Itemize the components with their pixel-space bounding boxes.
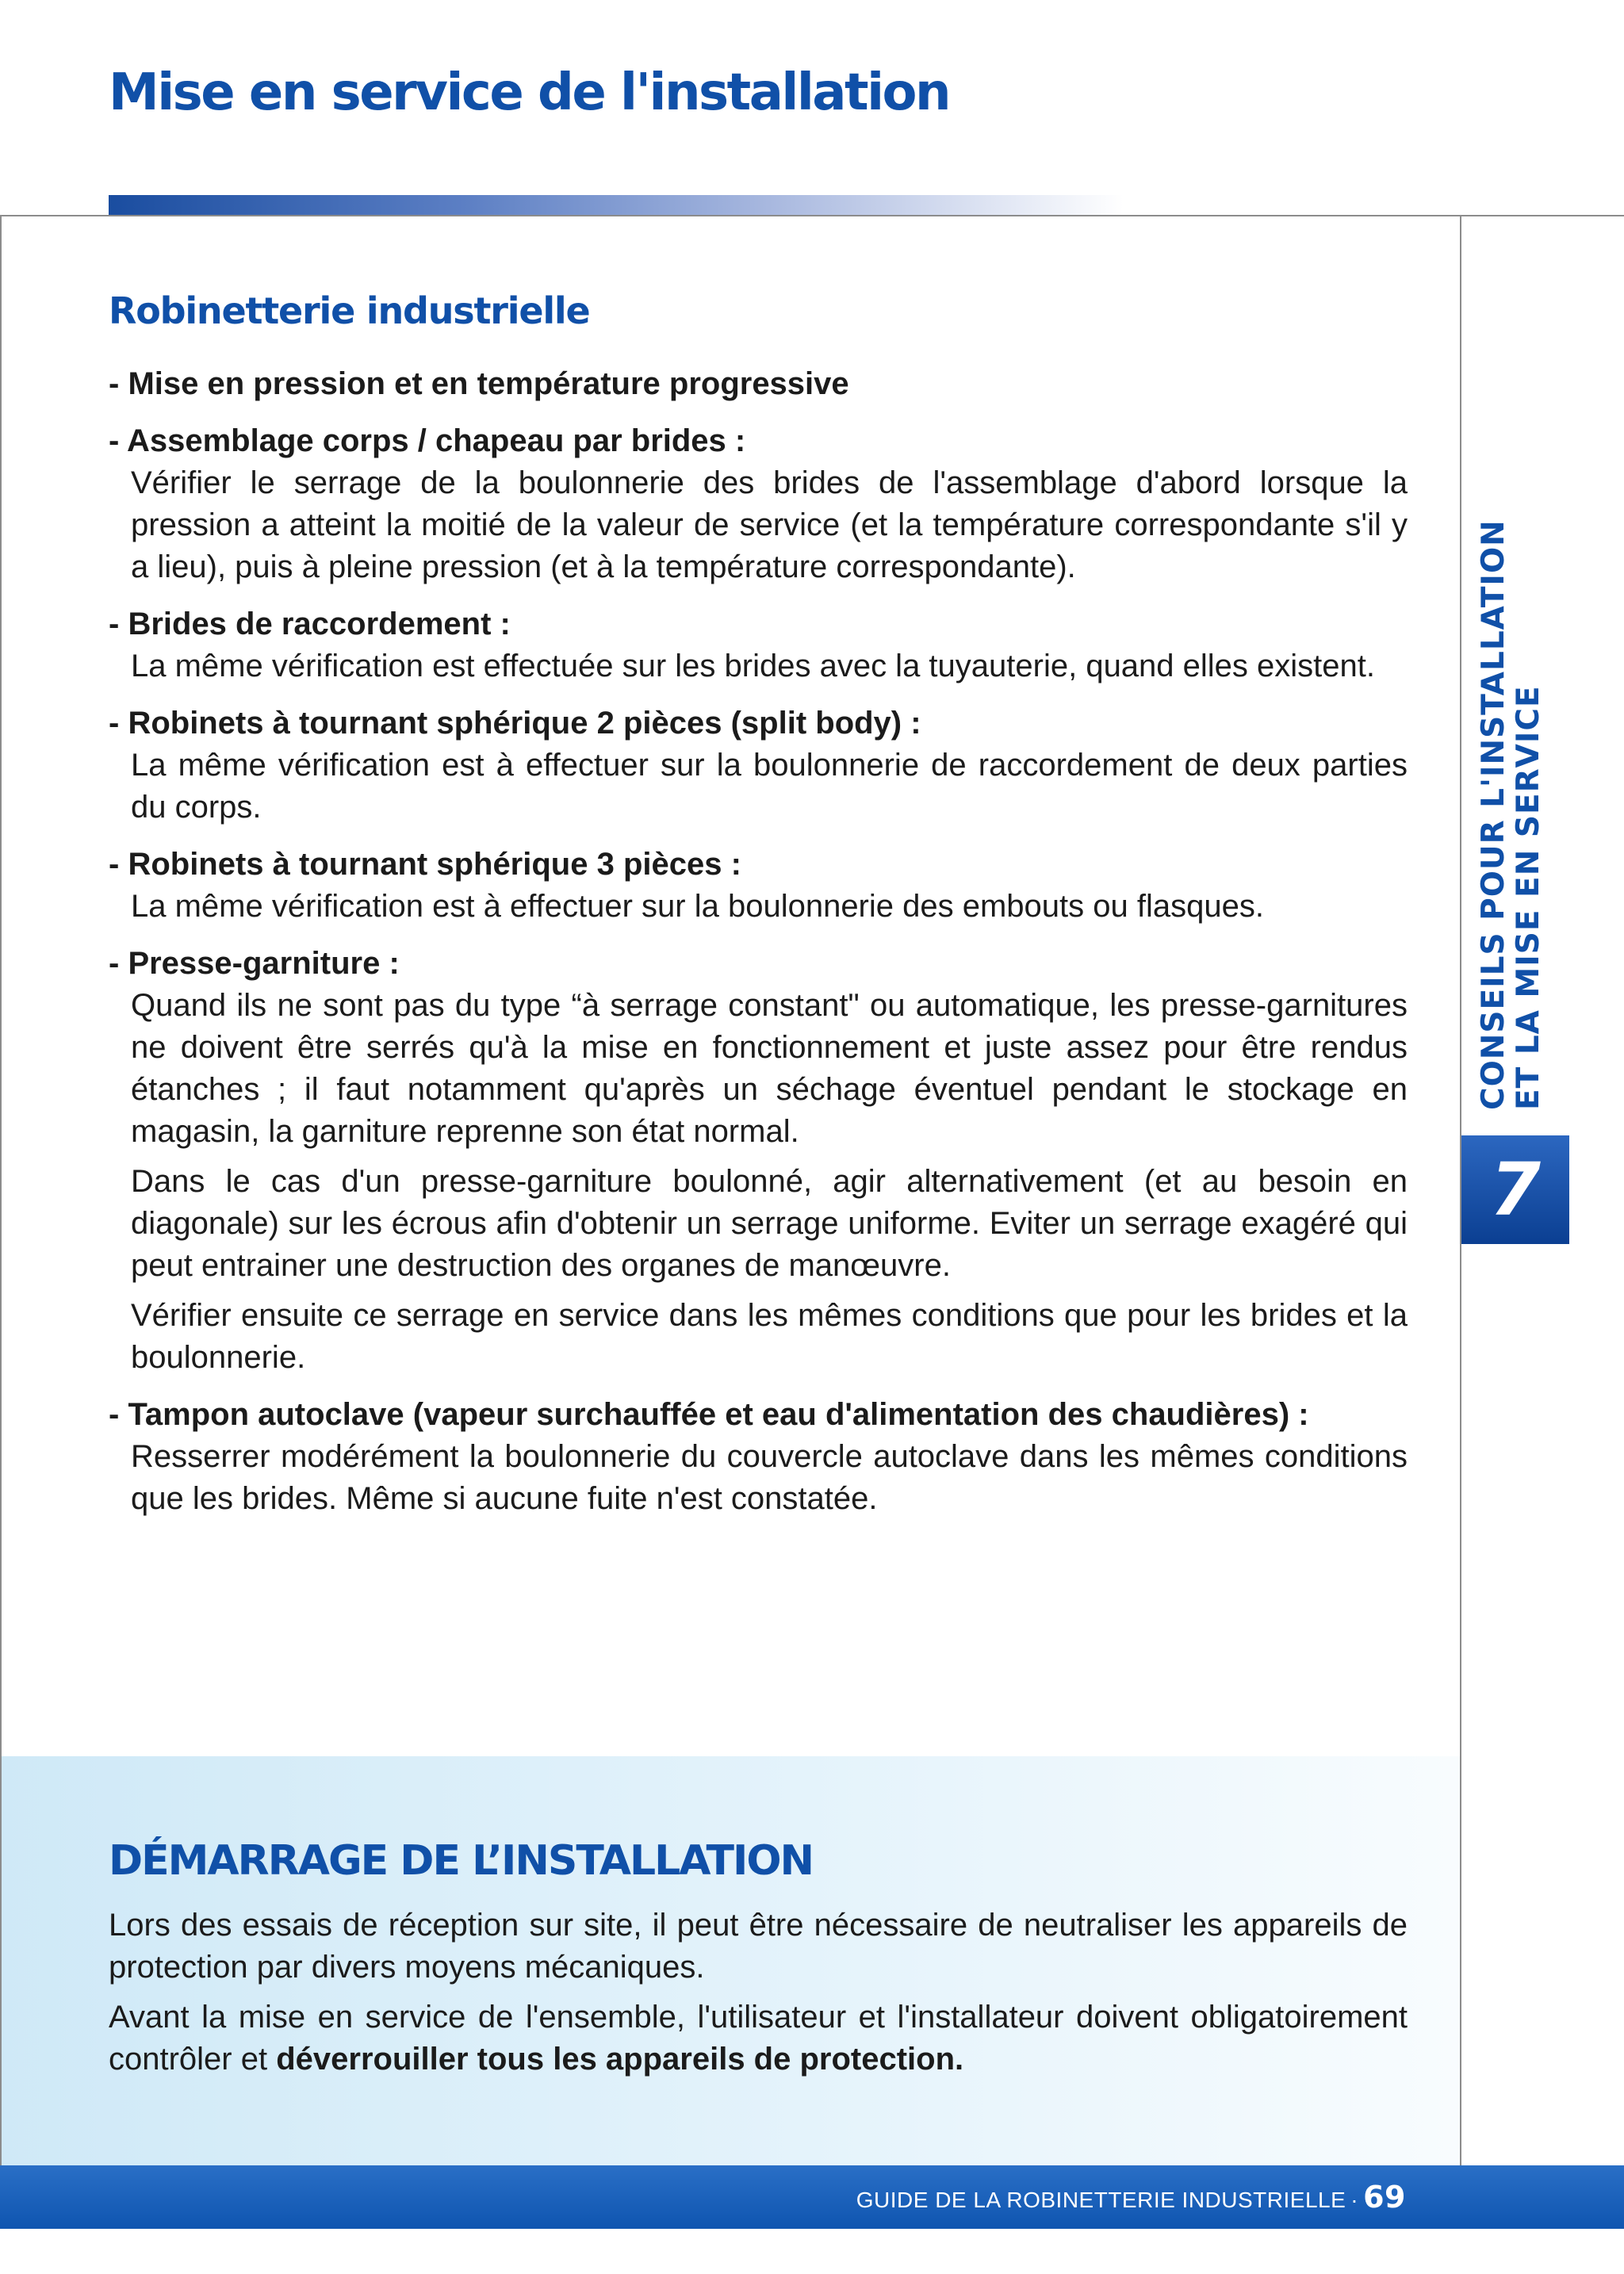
section-heading: Robinetterie industrielle xyxy=(109,289,590,332)
list-item xyxy=(109,1394,1408,1520)
item-paragraph: Dans le cas d'un presse-garniture boulonné, agir alternativement (et au besoin en diagonale) sur les écrous afin d'obtenir un serrage uniforme. Eviter un serrage exagéré qui peut entrainer une destruction des organes de manœuvre. xyxy=(131,1164,1408,1283)
item-paragraph: Vérifier le serrage de la boulonnerie des brides de l'assemblage d'abord lorsque la pression a atteint la moitié de la valeur de service (et la température correspondante s'il y a lieu), puis à pleine pression (et à la température correspondante). xyxy=(131,465,1408,584)
item-paragraph: Resserrer modérément la boulonnerie du couvercle autoclave dans les mêmes conditions que les brides. Même si aucune fuite n'est constatée. xyxy=(131,1439,1408,1516)
item-paragraph: Quand ils ne sont pas du type “à serrage constant" ou automatique, les presse-garnitures ne doivent être serrés qu'à la mise en fonctionnement et juste assez pour être rendus étanches ; il faut notamment qu'après un séchage éventuel pendant le stockage en magasin, la garniture reprenne son état normal. xyxy=(131,988,1408,1149)
instruction-list xyxy=(109,363,1408,1535)
bottom-text xyxy=(109,1905,1408,2088)
item-heading: - Robinets à tournant sphérique 3 pièces : xyxy=(109,844,1408,886)
footer-separator: · xyxy=(1350,2188,1359,2212)
bottom-heading: DÉMARRAGE DE L’INSTALLATION xyxy=(109,1837,814,1885)
footer-bar xyxy=(0,2165,1624,2229)
item-heading: - Assemblage corps / chapeau par brides : xyxy=(109,420,1408,462)
bottom-paragraph-2-start: Avant la mise en service de l'ensemble, l'utilisateur et l'installateur doivent obligatoirement contrôler et xyxy=(109,2000,1408,2077)
item-heading: - Presse-garniture : xyxy=(109,943,1408,985)
item-heading: - Tampon autoclave (vapeur surchauffée et eau d'alimentation des chaudières) : xyxy=(109,1394,1408,1436)
chapter-side-tab xyxy=(1477,412,1548,1110)
footer-text xyxy=(856,2165,1406,2229)
page-number: 69 xyxy=(1363,2180,1406,2215)
item-paragraph: La même vérification est à effectuer sur la boulonnerie des embouts ou flasques. xyxy=(131,889,1264,924)
item-heading: - Robinets à tournant sphérique 2 pièces (split body) : xyxy=(109,702,1408,745)
list-item xyxy=(109,844,1408,928)
frame-top-rule xyxy=(0,215,1624,216)
page-title: Mise en service de l'installation xyxy=(109,63,950,122)
item-paragraph: La même vérification est à effectuer sur la boulonnerie de raccordement de deux parties du corps. xyxy=(131,748,1408,825)
title-gradient-bar xyxy=(109,195,1124,215)
list-item xyxy=(109,943,1408,1379)
bottom-paragraph-1: Lors des essais de réception sur site, il peut être nécessaire de neutraliser les appareils de protection par divers moyens mécaniques. xyxy=(109,1908,1408,1985)
list-item xyxy=(109,363,1408,405)
list-item xyxy=(109,603,1408,687)
list-item xyxy=(109,420,1408,588)
chapter-number-badge: 7 xyxy=(1461,1135,1569,1244)
item-paragraph: La même vérification est effectuée sur les brides avec la tuyauterie, quand elles existent. xyxy=(131,649,1376,683)
side-tab-line-2: ET LA MISE EN SERVICE xyxy=(1511,685,1546,1110)
item-paragraph: Vérifier ensuite ce serrage en service dans les mêmes conditions que pour les brides et la boulonnerie. xyxy=(131,1298,1408,1375)
footer-guide-title: GUIDE DE LA ROBINETTERIE INDUSTRIELLE xyxy=(856,2188,1346,2212)
list-item xyxy=(109,702,1408,829)
bottom-paragraph-2-emphasis: déverrouiller tous les appareils de protection. xyxy=(276,2042,964,2077)
side-tab-line-1: CONSEILS POUR L'INSTALLATION xyxy=(1476,519,1511,1110)
item-heading: - Brides de raccordement : xyxy=(109,603,1408,645)
item-heading: - Mise en pression et en température progressive xyxy=(109,363,1408,405)
bottom-paragraph-2 xyxy=(109,1996,1408,2081)
